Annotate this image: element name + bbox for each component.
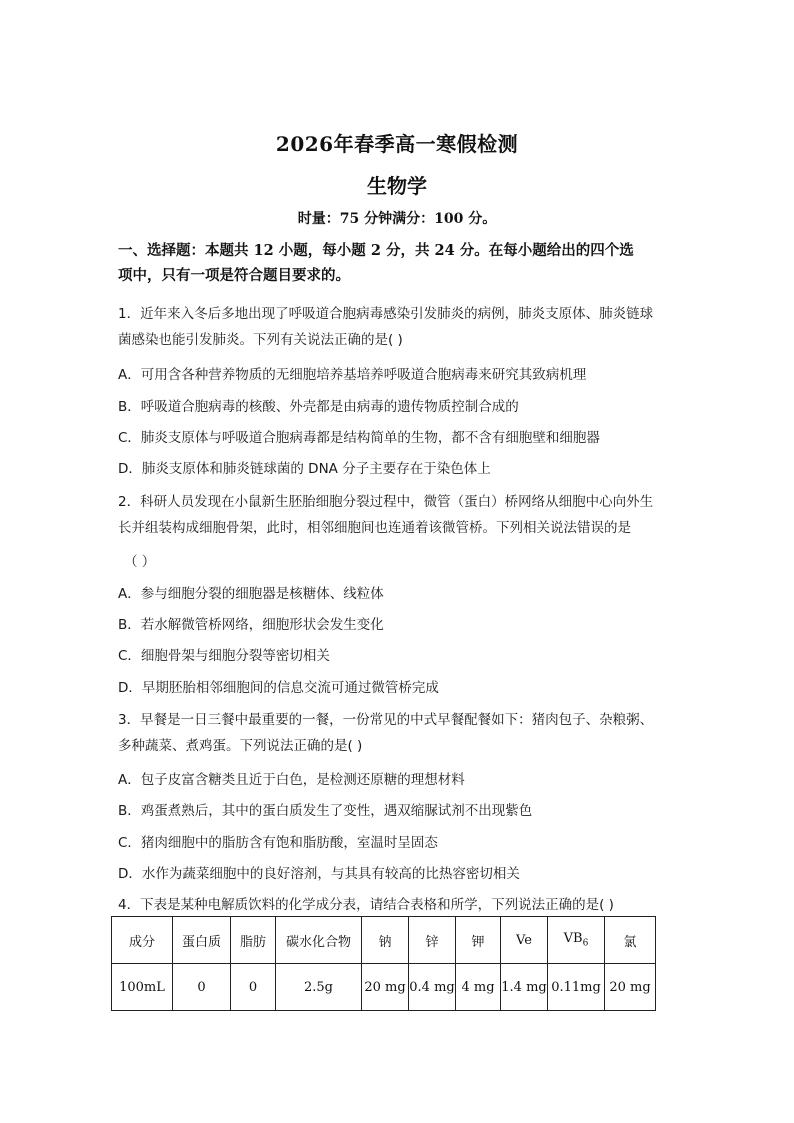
- table-header-cell: Ve: [501, 917, 548, 964]
- table-header-cell: 锌: [409, 917, 456, 964]
- question-2-option-d: D．早期胚胎相邻细胞间的信息交流可通过微管桥完成: [118, 680, 439, 696]
- question-3-stem-line: 多种蔬菜、煮鸡蛋。下列说法正确的是( ): [118, 738, 363, 754]
- vb-label: VB: [563, 931, 583, 947]
- question-3-option-b: B．鸡蛋煮熟后，其中的蛋白质发生了变性，遇双缩脲试剂不出现紫色: [118, 803, 533, 819]
- table-header-cell: 钾: [456, 917, 501, 964]
- vb-subscript: 6: [582, 938, 589, 949]
- table-row: [112, 964, 656, 1011]
- question-1-option-b: B．呼吸道合胞病毒的核酸、外壳都是由病毒的遗传物质控制合成的: [118, 399, 519, 415]
- question-3-option-c: C．猪肉细胞中的脂肪含有饱和脂肪酸，室温时呈固态: [118, 835, 438, 851]
- question-2-stem-line: （ ）: [124, 554, 156, 570]
- question-4-stem-line: 4．下表是某种电解质饮料的化学成分表，请结合表格和所学，下列说法正确的是( ): [118, 897, 614, 913]
- composition-table: [111, 916, 656, 1011]
- question-3-option-d: D．水作为蔬菜细胞中的良好溶剂，与其具有较高的比热容密切相关: [118, 866, 520, 882]
- question-2-option-c: C．细胞骨架与细胞分裂等密切相关: [118, 648, 330, 664]
- question-2-stem-line: 2．科研人员发现在小鼠新生胚胎细胞分裂过程中，微管（蛋白）桥网络从细胞中心向外生: [118, 494, 654, 510]
- question-3-option-a: A．包子皮富含糖类且近于白色，是检测还原糖的理想材料: [118, 772, 465, 788]
- table-cell: 1.4 mg: [501, 964, 548, 1011]
- table-header-row: [112, 917, 656, 964]
- question-2-stem-line: 长并组装构成细胞骨架，此时，相邻细胞间也连通着该微管桥。下列相关说法错误的是: [118, 520, 631, 536]
- table-cell: 0: [231, 964, 276, 1011]
- table-cell: 20 mg: [605, 964, 656, 1011]
- question-1-stem-line: 1．近年来入冬后多地出现了呼吸道合胞病毒感染引发肺炎的病例，肺炎支原体、肺炎链球: [118, 306, 654, 322]
- table-header-cell: 碳水化合物: [276, 917, 362, 964]
- table-cell: 4 mg: [456, 964, 501, 1011]
- table-header-cell: 氯: [605, 917, 656, 964]
- section-heading-line: 项中，只有一项是符合题目要求的。: [118, 267, 350, 284]
- question-2-option-b: B．若水解微管桥网络，细胞形状会发生变化: [118, 617, 384, 633]
- table-header-cell: 成分: [112, 917, 173, 964]
- question-1-option-a: A．可用含各种营养物质的无细胞培养基培养呼吸道合胞病毒来研究其致病机理: [118, 367, 587, 383]
- question-1-option-d: D．肺炎支原体和肺炎链球菌的 DNA 分子主要存在于染色体上: [118, 461, 491, 477]
- section-heading-line: 一、选择题：本题共 12 小题，每小题 2 分，共 24 分。在每小题给出的四个选: [118, 242, 634, 259]
- table-header-cell: 脂肪: [231, 917, 276, 964]
- exam-title: 2026年春季高一寒假检测: [275, 132, 519, 156]
- subject-title: 生物学: [367, 174, 427, 198]
- question-3-stem-line: 3．早餐是一日三餐中最重要的一餐，一份常见的中式早餐配餐如下：猪肉包子、杂粮粥、: [118, 712, 654, 728]
- table-header-cell-vb: [548, 917, 605, 964]
- table-cell: 2.5g: [276, 964, 362, 1011]
- table-cell: 0.11mg: [548, 964, 605, 1011]
- table-cell: 0: [173, 964, 231, 1011]
- table-header-cell: 钠: [362, 917, 409, 964]
- question-2-option-a: A．参与细胞分裂的细胞器是核糖体、线粒体: [118, 586, 384, 602]
- table-header-cell: 蛋白质: [173, 917, 231, 964]
- table-cell: 0.4 mg: [409, 964, 456, 1011]
- table-cell: 20 mg: [362, 964, 409, 1011]
- table-cell: 100mL: [112, 964, 173, 1011]
- question-1-option-c: C．肺炎支原体与呼吸道合胞病毒都是结构简单的生物，都不含有细胞壁和细胞器: [118, 430, 600, 446]
- question-1-stem-line: 菌感染也能引发肺炎。下列有关说法正确的是( ): [118, 332, 403, 348]
- exam-meta: 时量：75 分钟满分：100 分。: [297, 211, 497, 227]
- section-heading: [118, 238, 678, 288]
